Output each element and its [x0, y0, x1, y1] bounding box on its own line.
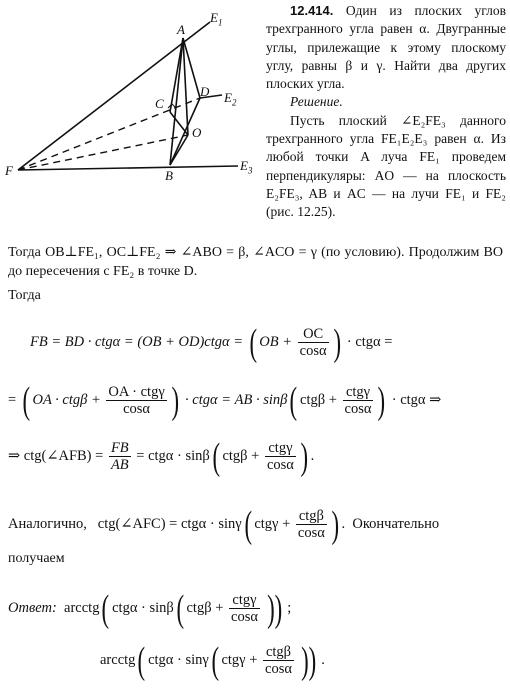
geometry-figure	[0, 0, 265, 200]
label-O: O	[192, 125, 202, 140]
line-FO-hidden	[18, 135, 188, 170]
problem-block	[266, 2, 506, 222]
answer-2: arcctg( ctgα · sinγ( ctgγ + $\frac{\text{ctgβ}}{\cos\alpha}$ )) .	[100, 639, 325, 682]
then-word: Тогда	[8, 288, 41, 303]
equation-4: Аналогично, ctg(∠AFC) = ctgα · sinγ( ctgγ + $\frac{\text{ctgβ}}{\cos\alpha}$ ) . Окончательно	[8, 503, 440, 546]
label-D: D	[200, 84, 210, 99]
obtain-word: получаем	[8, 551, 65, 566]
ray-FE3	[18, 166, 238, 170]
equation-3: ⇒ ctg(∠AFB) = $\frac{FB}{AB}$ = ctgα · sinβ( ctgβ + $\frac{\text{ctgγ}}{\cos\alpha}$ ) .	[8, 435, 315, 478]
label-C: C	[155, 96, 164, 111]
label-E2: $E_2$	[224, 90, 237, 108]
answer-1: Ответ: arcctg( ctgα · sinβ( ctgβ + $\frac{\text{ctgγ}}{\cos\alpha}$ )) ;	[8, 587, 292, 630]
equation-1: FB = BD · ctgα = (OB + OD)ctgα = ( OB + $\frac{OC}{\cos\alpha}$ ) · ctgα =	[30, 321, 393, 364]
solution-paragraph-1: Пусть плоский ∠E₂FE₃ данного трехгранного угла FE₁E₂E₃ равен α. Из любой точки A луча FE₁ проведем перпендикуляры: AO — на плоскость E₂FE₃, AB и AC — на лучи FE₁ и FE₂ (рис. 12.25).	[266, 112, 506, 220]
label-E1: $E_1$	[210, 10, 223, 28]
solution-label: Решение.	[290, 94, 343, 110]
label-A: A	[177, 22, 185, 37]
label-E3: $E_3$	[240, 158, 253, 176]
problem-statement: 12.414. Один из плоских углов трехгранного угла равен α. Двугранные углы, прилежащие к этому плоскому углу, равны β и γ. Найти два других плоских угла.	[266, 3, 507, 92]
label-F: F	[5, 163, 13, 178]
label-B: B	[165, 168, 173, 183]
equation-2: = ( OA · ctgβ + $\frac{\text{OA · ctgγ}}{\cos\alpha}$ ) · ctgα = AB · sinβ( ctgβ + $\frac{\text{ctgγ}}{\cos\alpha}$ ) · ctgα ⇒	[8, 379, 442, 422]
solution-paragraph-2: Тогда OB⊥FE₁, OC⊥FE₂ ⇒ ∠ABO = β, ∠ACO = γ (по условию). Продолжим BO до пересечения с FE₂ в точке D.	[8, 245, 503, 279]
problem-number: 12.414.	[290, 3, 334, 18]
